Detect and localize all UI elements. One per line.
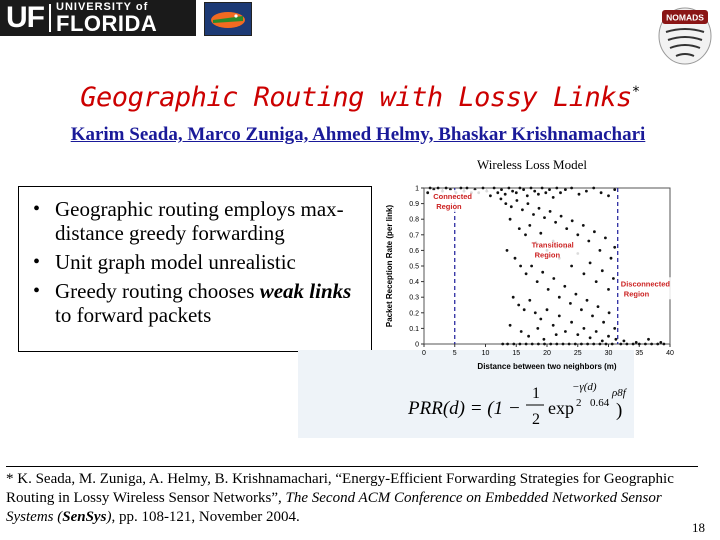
- prr-chart: [380, 178, 680, 378]
- data-point: [510, 205, 513, 208]
- data-point: [587, 240, 590, 243]
- data-point: [549, 343, 552, 346]
- data-point: [555, 343, 558, 346]
- data-point: [600, 191, 603, 194]
- data-point: [522, 188, 525, 191]
- bullet-box: [18, 186, 372, 352]
- citation-authors-title: * K. Seada, M. Zuniga, A. Helmy, B. Krishnamachari, “Energy-Efficient Forwarding Strategies for Geographic Routing in Lossy Wireless Sensor Networks”,: [6, 471, 674, 506]
- data-point: [512, 296, 515, 299]
- data-point: [552, 196, 555, 199]
- data-point: [586, 343, 589, 346]
- data-point: [611, 343, 614, 346]
- data-point: [506, 343, 509, 346]
- uf-logo: [0, 0, 196, 36]
- data-point: [504, 193, 507, 196]
- x-tick-label: 5: [452, 350, 457, 357]
- data-point: [541, 187, 544, 190]
- data-point: [501, 343, 504, 346]
- citation-pages-date: , pp. 108-121, November 2004.: [111, 509, 300, 525]
- data-point: [518, 227, 521, 230]
- data-point: [437, 187, 440, 190]
- data-point: [623, 340, 626, 343]
- data-point: [533, 190, 536, 193]
- data-point: [586, 299, 589, 302]
- data-point: [537, 343, 540, 346]
- formula-frac-num: 1: [532, 385, 540, 402]
- data-point: [615, 338, 618, 341]
- data-point: [591, 315, 594, 318]
- data-point: [608, 311, 611, 314]
- data-point: [589, 262, 592, 265]
- formula-close: ): [616, 400, 623, 421]
- citation-venue: The Second ACM Conference on Embedded Networked Sensor Systems (: [6, 490, 662, 525]
- data-point: [610, 257, 613, 260]
- data-point: [544, 191, 547, 194]
- data-point: [526, 194, 529, 197]
- bullet-item: • Geographic routing employs max-distance greedy forwarding: [25, 197, 363, 245]
- data-point: [568, 343, 571, 346]
- y-tick-label: 0.5: [409, 263, 419, 271]
- data-point: [564, 330, 567, 333]
- data-point: [558, 296, 561, 299]
- data-point: [647, 338, 650, 341]
- data-point: [445, 187, 448, 190]
- data-point: [554, 221, 557, 224]
- data-point: [528, 224, 531, 227]
- uf-logo-text: [56, 2, 157, 35]
- page-number: 18: [692, 520, 705, 535]
- data-point: [597, 305, 600, 308]
- data-point: [429, 187, 432, 190]
- x-tick-label: 30: [604, 350, 613, 357]
- data-point: [560, 215, 563, 218]
- x-axis-label: Distance between two neighbors (m): [477, 362, 617, 371]
- data-point: [576, 233, 579, 236]
- data-point: [595, 280, 598, 283]
- data-point: [578, 193, 581, 196]
- data-point: [607, 288, 610, 291]
- y-axis-label: Packet Reception Rate (per link): [385, 204, 394, 328]
- uf-logo-mark: UF: [6, 1, 44, 34]
- data-point: [607, 194, 610, 197]
- data-point: [536, 280, 539, 283]
- data-point: [511, 190, 514, 193]
- data-point: [580, 308, 583, 311]
- data-point: [593, 230, 596, 233]
- data-point: [613, 188, 616, 191]
- data-point: [525, 272, 528, 275]
- data-point: [613, 246, 616, 249]
- data-point: [576, 333, 579, 336]
- y-tick-label: 0.7: [409, 232, 419, 240]
- data-point: [543, 343, 546, 346]
- prr-formula: [404, 376, 634, 436]
- formula-exp: exp: [548, 398, 574, 418]
- y-tick-label: 0.8: [409, 216, 419, 224]
- data-point: [656, 343, 659, 346]
- data-point: [601, 340, 604, 343]
- data-point: [638, 343, 641, 346]
- header-bar: [0, 0, 720, 38]
- footnote-divider: [6, 466, 698, 467]
- uf-logo-university: UNIVERSITY of: [56, 0, 149, 13]
- data-point: [530, 187, 533, 190]
- data-point: [527, 202, 530, 205]
- data-point: [482, 187, 485, 190]
- x-tick-label: 20: [543, 350, 551, 357]
- data-point: [570, 187, 573, 190]
- data-point: [514, 257, 517, 260]
- bullet-list: [25, 197, 363, 327]
- uf-logo-divider: [49, 4, 51, 32]
- chart-caption: Wireless Loss Model: [477, 157, 587, 172]
- data-point: [570, 265, 573, 268]
- slide-title: [0, 82, 720, 113]
- y-tick-label: 0.1: [409, 325, 419, 333]
- data-point: [509, 218, 512, 221]
- footnote-citation: [6, 470, 696, 527]
- x-tick-label: 0: [422, 350, 426, 357]
- data-point: [541, 271, 544, 274]
- region-label: Region: [534, 250, 561, 260]
- data-point: [466, 187, 469, 190]
- data-point: [626, 343, 629, 346]
- bullet-emphasis: weak links: [259, 279, 352, 303]
- data-point: [489, 194, 492, 197]
- data-point: [650, 343, 653, 346]
- data-point: [524, 233, 527, 236]
- data-point: [509, 324, 512, 327]
- title-footnote-mark: *: [631, 84, 640, 100]
- citation-venue-end: ): [106, 509, 112, 525]
- formula-lhs: PRR(d) = (1 −: [408, 398, 521, 419]
- data-point: [563, 285, 566, 288]
- y-tick-label: 0.4: [409, 279, 419, 287]
- data-point: [539, 318, 542, 321]
- data-point: [546, 308, 549, 311]
- data-point: [605, 343, 608, 346]
- data-point: [523, 308, 526, 311]
- region-label: Connected: [433, 191, 472, 201]
- data-point: [589, 336, 592, 339]
- region-label: Disconnected: [620, 279, 670, 289]
- bullet-item: [25, 279, 363, 327]
- nomads-logo-icon: [656, 2, 714, 66]
- formula-frac-den: 2: [532, 411, 540, 428]
- data-point: [532, 213, 535, 216]
- data-point: [580, 343, 583, 346]
- data-point: [543, 338, 546, 341]
- prr-scatter-plot: [380, 178, 680, 378]
- y-tick-label: 0.6: [409, 247, 419, 255]
- data-point: [525, 343, 528, 346]
- data-point: [599, 343, 602, 346]
- data-point: [519, 187, 522, 190]
- data-point: [552, 324, 555, 327]
- data-point: [538, 207, 541, 210]
- bullet-text: Greedy routing chooses: [55, 279, 260, 303]
- data-point: [493, 187, 496, 190]
- data-point: [635, 341, 638, 344]
- data-point: [592, 187, 595, 190]
- data-point: [460, 187, 463, 190]
- data-point: [558, 315, 561, 318]
- data-point: [569, 302, 572, 305]
- formula-p64: 0.64: [590, 397, 610, 409]
- formula-two: 2: [576, 397, 582, 409]
- data-point: [585, 190, 588, 193]
- y-tick-label: 0.9: [409, 201, 419, 209]
- data-point: [527, 335, 530, 338]
- data-point: [519, 343, 522, 346]
- data-point: [663, 343, 666, 346]
- data-point: [619, 343, 622, 346]
- data-point: [508, 187, 511, 190]
- data-point: [516, 199, 519, 202]
- data-point: [583, 272, 586, 275]
- data-point: [548, 188, 551, 191]
- data-point: [562, 343, 565, 346]
- data-point: [582, 224, 585, 227]
- data-point: [547, 288, 550, 291]
- data-point: [520, 330, 523, 333]
- data-point: [549, 210, 552, 213]
- data-point: [555, 187, 558, 190]
- data-point: [592, 343, 595, 346]
- data-point: [539, 232, 542, 235]
- data-point: [604, 237, 607, 240]
- region-label: Region: [436, 201, 462, 211]
- formula-rho: ρ8f: [612, 387, 626, 399]
- x-tick-label: 40: [666, 350, 674, 357]
- y-tick-label: 0: [415, 341, 419, 349]
- y-tick-label: 0.3: [409, 294, 419, 302]
- data-point: [521, 208, 524, 211]
- data-point: [536, 327, 539, 330]
- data-point: [528, 299, 531, 302]
- slide-title-text: Geographic Routing with Lossy Links: [80, 82, 632, 113]
- y-tick-label: 0.2: [409, 310, 419, 318]
- region-label: Transitional: [531, 240, 574, 250]
- citation-venue-acronym: SenSys: [62, 509, 107, 525]
- data-point: [612, 277, 615, 280]
- data-point: [559, 191, 562, 194]
- data-point: [601, 269, 604, 272]
- y-tick-label: 1: [415, 185, 419, 193]
- data-point: [531, 343, 534, 346]
- data-point: [599, 249, 602, 252]
- data-point: [595, 330, 598, 333]
- data-point: [575, 293, 578, 296]
- data-point: [564, 188, 567, 191]
- data-point: [512, 343, 515, 346]
- x-tick-label: 10: [481, 350, 490, 357]
- data-point: [565, 227, 568, 230]
- x-tick-label: 25: [573, 350, 582, 357]
- data-point: [552, 277, 555, 280]
- data-point: [571, 219, 574, 222]
- data-point: [504, 202, 507, 205]
- data-point: [426, 191, 429, 194]
- x-tick-label: 15: [512, 350, 521, 357]
- x-tick-label: 35: [635, 350, 644, 357]
- data-point: [574, 343, 577, 346]
- data-point: [537, 193, 540, 196]
- data-point: [534, 311, 537, 314]
- nomads-logo-label: NOMADS: [666, 12, 704, 23]
- bullet-text: to forward packets: [55, 303, 212, 327]
- data-point: [555, 333, 558, 336]
- data-point: [570, 321, 573, 324]
- data-point: [632, 343, 635, 346]
- gator-logo-icon: [204, 2, 252, 36]
- uf-logo-florida: FLORIDA: [56, 10, 158, 36]
- data-point: [515, 191, 518, 194]
- region-label: Region: [623, 289, 650, 299]
- data-point: [506, 249, 509, 252]
- data-point: [602, 321, 605, 324]
- data-point: [500, 198, 503, 201]
- data-point: [519, 265, 522, 268]
- data-point: [530, 265, 533, 268]
- data-point: [659, 341, 662, 344]
- data-point: [613, 327, 616, 330]
- data-point: [607, 335, 610, 338]
- data-point: [543, 216, 546, 219]
- author-list[interactable]: Karim Seada, Marco Zuniga, Ahmed Helmy, Bhaskar Krishnamachari: [70, 124, 646, 145]
- data-point: [496, 191, 499, 194]
- data-point: [583, 327, 586, 330]
- data-point: [644, 343, 647, 346]
- formula-gamma: −γ(d): [572, 381, 597, 393]
- data-point: [517, 304, 520, 307]
- bullet-item: • Unit graph model unrealistic: [25, 250, 363, 274]
- data-point: [500, 188, 503, 191]
